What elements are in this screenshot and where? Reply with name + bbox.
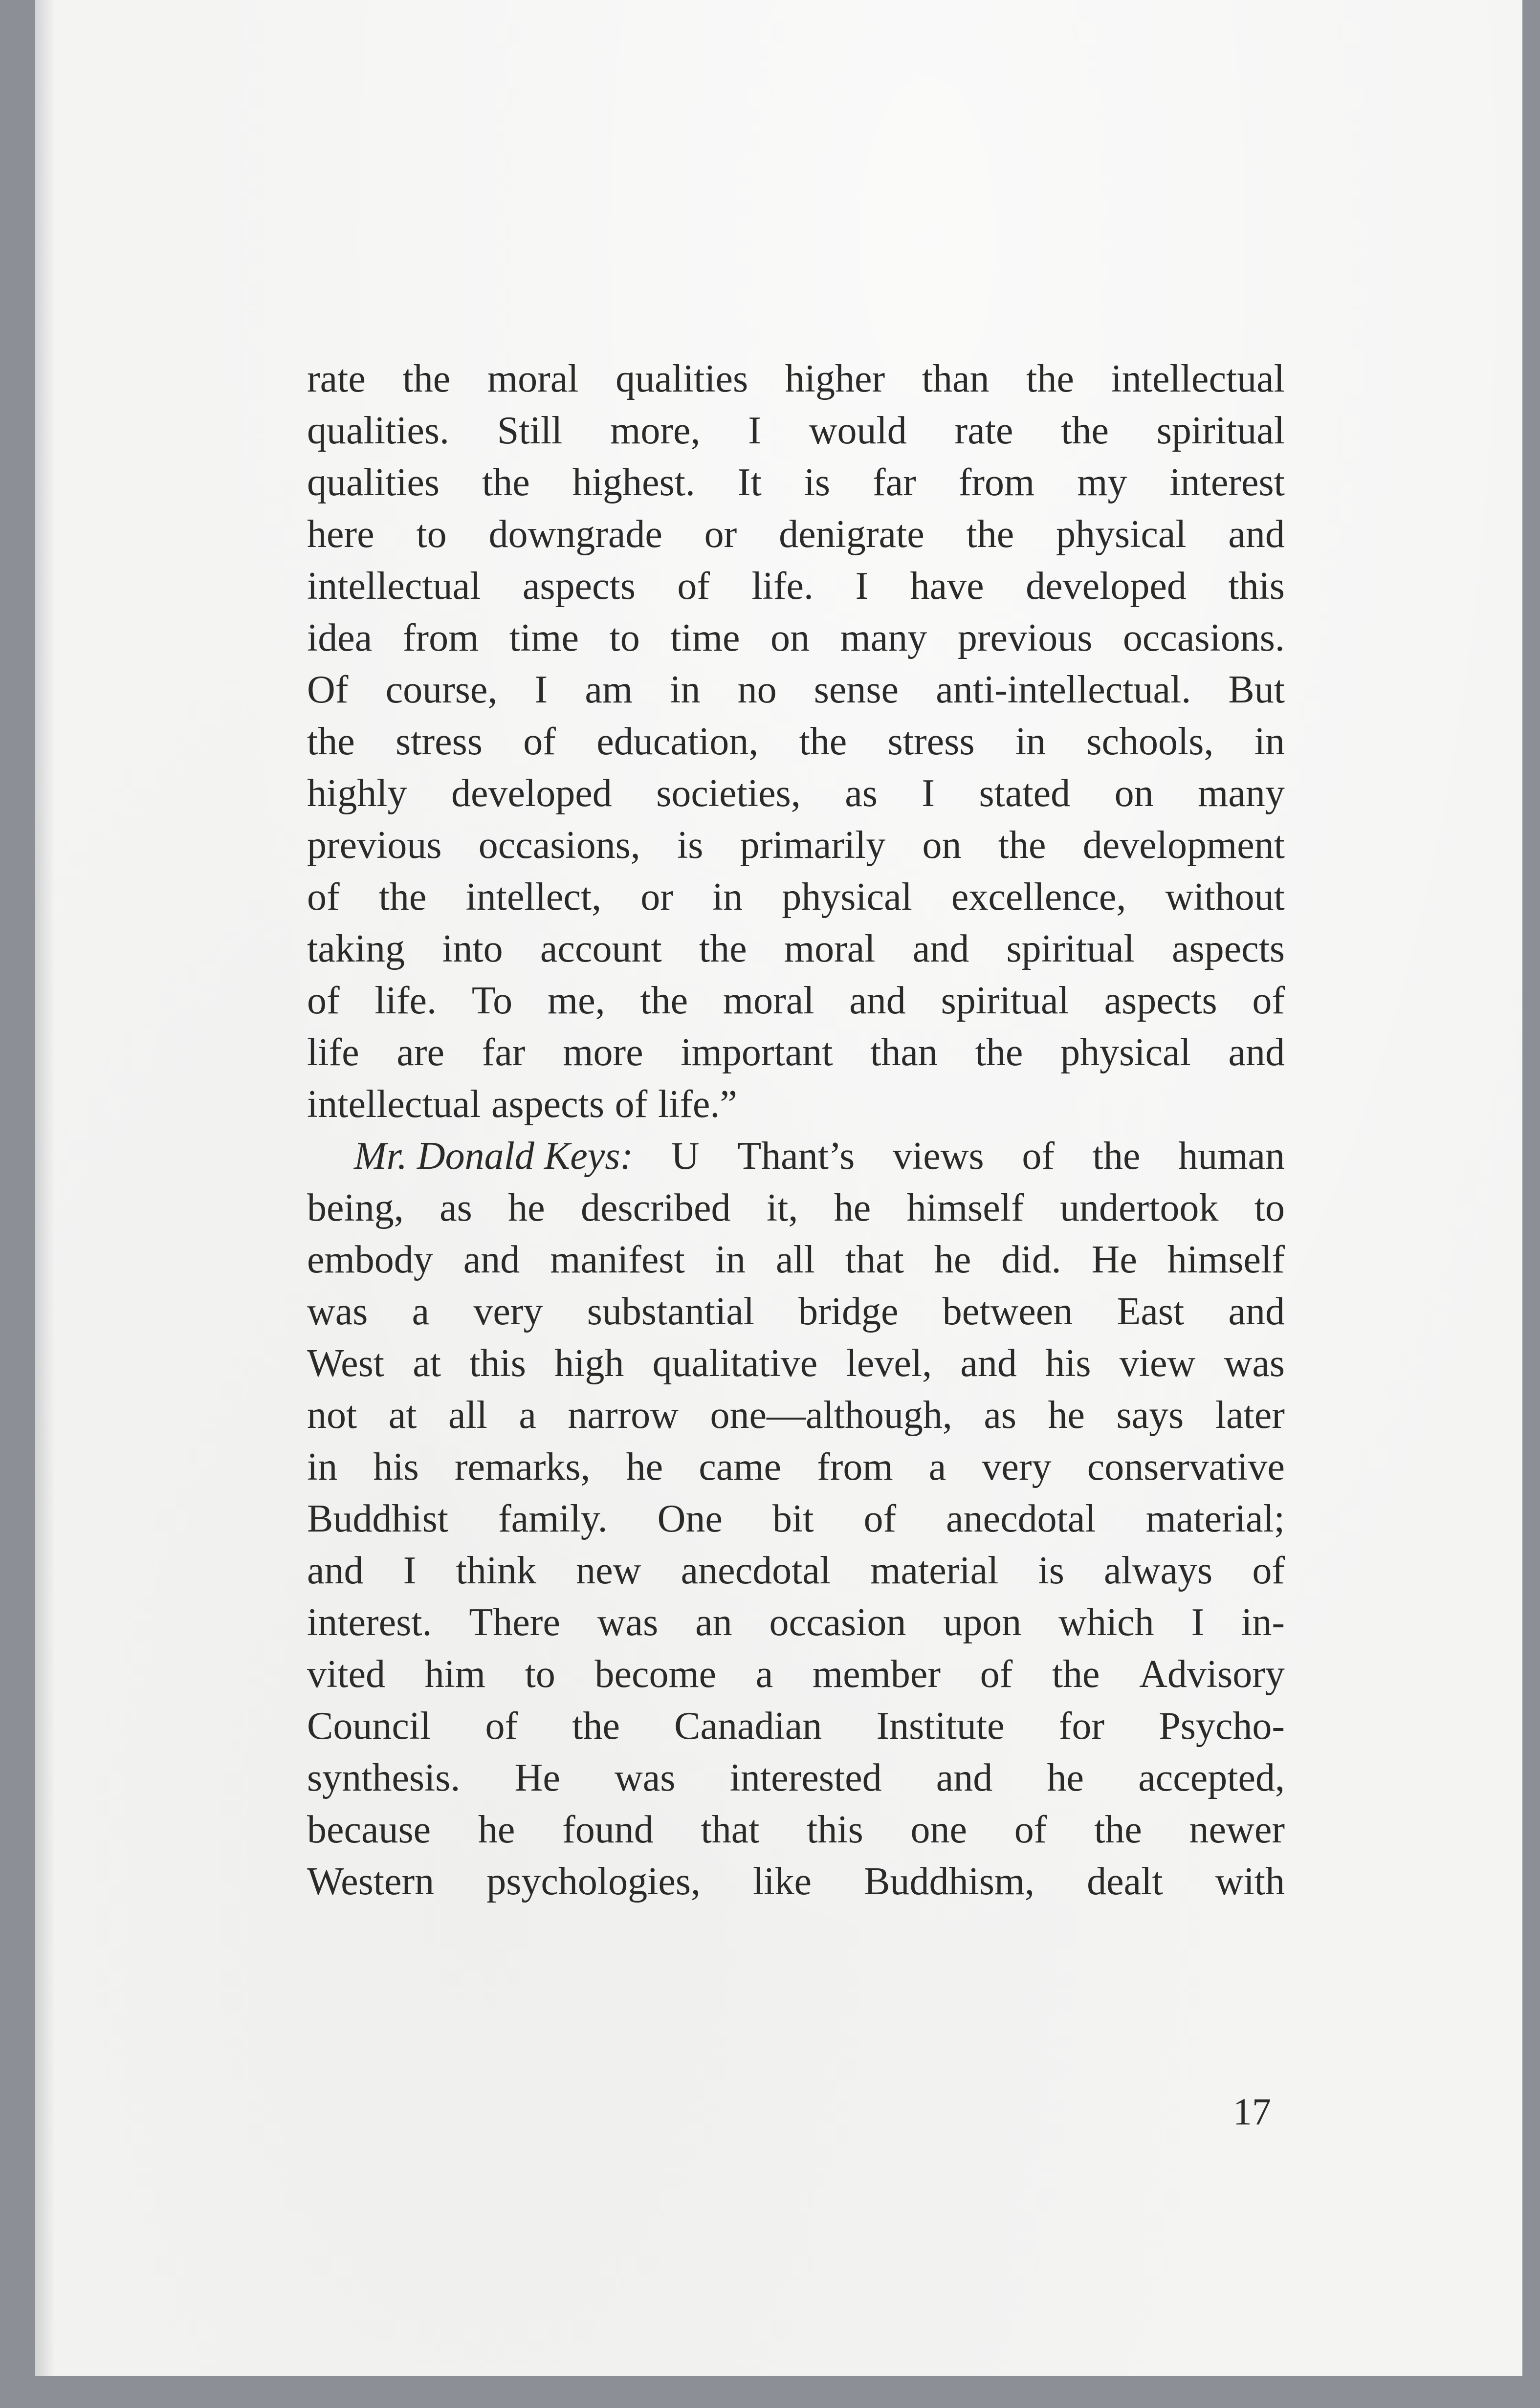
word: this (1228, 565, 1285, 608)
word: than (870, 1031, 938, 1074)
word: higher (785, 357, 885, 400)
word: an (695, 1601, 732, 1644)
word: was (615, 1756, 676, 1799)
word: He (514, 1756, 560, 1799)
word: of (523, 720, 556, 763)
word: intellectual (1111, 357, 1285, 400)
word: he (1048, 1394, 1085, 1437)
word: a (755, 1653, 773, 1696)
word: in (712, 876, 743, 919)
text-line (307, 1648, 1285, 1700)
text-line (307, 1337, 1285, 1389)
word: moral (784, 927, 876, 970)
word: this (807, 1808, 863, 1851)
text-line (307, 871, 1285, 923)
word: and (849, 979, 906, 1022)
word: conservative (1087, 1445, 1285, 1489)
word: family. (498, 1497, 608, 1540)
word: from (817, 1445, 893, 1489)
word: moral (487, 357, 579, 400)
word: member (812, 1653, 941, 1696)
text-line (307, 1027, 1285, 1078)
word: life.” (658, 1083, 737, 1126)
word: than (922, 357, 990, 400)
text-line (307, 1752, 1285, 1804)
word: qualities (616, 357, 748, 400)
word: he (626, 1445, 663, 1489)
word: Buddhist (307, 1497, 448, 1540)
word: intellectual (307, 565, 481, 608)
word: and (1228, 513, 1285, 556)
word: that (845, 1238, 904, 1281)
word: developed (1026, 565, 1187, 608)
word: I (534, 668, 548, 711)
word: Of (307, 668, 349, 711)
word: Institute (876, 1705, 1005, 1748)
word: this (469, 1342, 526, 1385)
text-line (307, 457, 1285, 508)
word: spiritual (941, 979, 1069, 1022)
word: of (485, 1705, 518, 1748)
word: and (307, 1549, 364, 1592)
text-line (307, 353, 1285, 405)
word: West (307, 1342, 384, 1385)
word: material; (1145, 1497, 1285, 1540)
word: here (307, 513, 374, 556)
word: it, (766, 1186, 798, 1229)
word: downgrade (488, 513, 662, 556)
page-number: 17 (1233, 2090, 1271, 2133)
word: the (1092, 1135, 1141, 1178)
word: accepted, (1138, 1756, 1285, 1799)
word: of (980, 1653, 1013, 1696)
word: occasions. (1122, 616, 1285, 659)
word: says (1116, 1394, 1184, 1437)
word: intellect, (465, 876, 602, 919)
word: have (910, 565, 984, 608)
word: material (870, 1549, 999, 1592)
word: not (307, 1394, 357, 1437)
word: intellectual (307, 1083, 481, 1126)
text-line (307, 1700, 1285, 1752)
word: societies, (656, 772, 801, 815)
word: the (378, 876, 427, 919)
word: of (1014, 1808, 1047, 1851)
word: to (525, 1653, 555, 1696)
word: the (799, 720, 847, 763)
word: one—although, (710, 1394, 952, 1437)
word: was (1224, 1342, 1285, 1385)
word: to (416, 513, 447, 556)
word: and (960, 1342, 1017, 1385)
text-line (307, 819, 1285, 871)
word: interest. (307, 1601, 432, 1644)
word: stress (396, 720, 483, 763)
word: manifest (550, 1238, 685, 1281)
word: synthesis. (307, 1756, 461, 1799)
word: far (482, 1031, 526, 1074)
word: bit (772, 1497, 814, 1540)
word: him (424, 1653, 486, 1696)
paragraph-keys (307, 1130, 1285, 1907)
word: rate (954, 409, 1013, 452)
body-text (307, 353, 1285, 1907)
word: qualities. (307, 409, 450, 452)
word: Still (497, 409, 563, 452)
word: and (936, 1756, 993, 1799)
word: highly (307, 772, 407, 815)
word: like (753, 1860, 812, 1903)
word: interested (729, 1756, 882, 1799)
word: he (508, 1186, 545, 1229)
word: upon (943, 1601, 1022, 1644)
word: between (942, 1290, 1073, 1333)
word: It (737, 461, 762, 504)
word: stated (979, 772, 1071, 815)
word: more, (610, 409, 701, 452)
paragraph-quote (307, 353, 1285, 1130)
word: physical (1056, 513, 1187, 556)
word: But (1228, 668, 1285, 711)
word: important (681, 1031, 833, 1074)
word: of (1252, 979, 1285, 1022)
speaker-name: Mr. Donald Keys: (354, 1135, 634, 1178)
word: in (670, 668, 701, 711)
word: he (478, 1808, 515, 1851)
text-line (307, 1182, 1285, 1234)
word: Advisory (1139, 1653, 1285, 1696)
word: himself (906, 1186, 1024, 1229)
text-line (307, 1493, 1285, 1545)
word: education, (596, 720, 759, 763)
word: was (597, 1601, 659, 1644)
word: interest (1169, 461, 1285, 504)
word: the (966, 513, 1014, 556)
word: of (863, 1497, 897, 1540)
word: at (388, 1394, 417, 1437)
word: of (1022, 1135, 1055, 1178)
word: spiritual (1006, 927, 1135, 970)
word: occasions, (478, 824, 640, 867)
word: qualitative (652, 1342, 818, 1385)
word: at (413, 1342, 441, 1385)
word: Council (307, 1705, 431, 1748)
word: time (509, 616, 579, 659)
word: I (922, 772, 935, 815)
word: as (845, 772, 878, 815)
word: from (958, 461, 1035, 504)
word: the (572, 1705, 620, 1748)
word: anecdotal (946, 1497, 1096, 1540)
word: course, (385, 668, 498, 711)
word: to (609, 616, 640, 659)
word: moral (723, 979, 814, 1022)
word: and (463, 1238, 520, 1281)
text-line (307, 560, 1285, 612)
word: the (402, 357, 451, 400)
word: later (1215, 1394, 1285, 1437)
word: substantial (587, 1290, 754, 1333)
word: the (1061, 409, 1109, 452)
word: because (307, 1808, 431, 1851)
word: Western (307, 1860, 435, 1903)
word: life. (374, 979, 437, 1022)
word: his (373, 1445, 419, 1489)
word: many (840, 616, 927, 659)
word: my (1077, 461, 1127, 504)
word: aspects (1104, 979, 1217, 1022)
word: One (657, 1497, 723, 1540)
word: become (594, 1653, 717, 1696)
word: to (1254, 1186, 1285, 1229)
word: physical (782, 876, 912, 919)
word: I (403, 1549, 417, 1592)
word: on (922, 824, 962, 867)
text-line (307, 508, 1285, 560)
word: rate (307, 357, 366, 400)
word: time (670, 616, 740, 659)
word: human (1178, 1135, 1285, 1178)
word: aspects (522, 565, 636, 608)
word: previous (957, 616, 1093, 659)
word: a (519, 1394, 536, 1437)
word: is (804, 461, 830, 504)
word: all (448, 1394, 487, 1437)
word: account (540, 927, 662, 970)
word: Psycho- (1159, 1705, 1285, 1748)
text-line (307, 1389, 1285, 1441)
word: think (456, 1549, 536, 1592)
word: He (1091, 1238, 1137, 1281)
text-line (307, 1078, 1285, 1130)
word: came (699, 1445, 782, 1489)
word: a (928, 1445, 946, 1489)
word: described (581, 1186, 731, 1229)
word: the (998, 824, 1046, 867)
word: high (554, 1342, 624, 1385)
word: the (699, 927, 747, 970)
word: always (1104, 1549, 1213, 1592)
word: views (893, 1135, 984, 1178)
word: did. (1001, 1238, 1061, 1281)
word: no (737, 668, 777, 711)
word: would (809, 409, 907, 452)
word: vited (307, 1653, 385, 1696)
word: in (715, 1238, 746, 1281)
word: his (1045, 1342, 1091, 1385)
word: physical (1060, 1031, 1191, 1074)
text-line (307, 1130, 1285, 1182)
word: in (1015, 720, 1046, 763)
word: U (671, 1135, 700, 1178)
word: as (440, 1186, 472, 1229)
word: more (563, 1031, 643, 1074)
word: anti-intellectual. (936, 668, 1191, 711)
word: idea (307, 616, 373, 659)
word: without (1165, 876, 1285, 919)
word: and (1228, 1031, 1285, 1074)
word: as (984, 1394, 1017, 1437)
word: which (1058, 1601, 1154, 1644)
word: is (677, 824, 704, 867)
word: developed (451, 772, 612, 815)
word: very (982, 1445, 1052, 1489)
word: with (1215, 1860, 1285, 1903)
word: of (677, 565, 710, 608)
text-line (307, 664, 1285, 716)
word: the (640, 979, 688, 1022)
word: spiritual (1156, 409, 1285, 452)
word: himself (1167, 1238, 1285, 1281)
word: primarily (740, 824, 886, 867)
word: or (640, 876, 673, 919)
word: East (1117, 1290, 1185, 1333)
word: schools, (1086, 720, 1214, 763)
text-line (307, 923, 1285, 975)
word: a (412, 1290, 430, 1333)
word: and (1228, 1290, 1285, 1333)
word: embody (307, 1238, 433, 1281)
word: all (775, 1238, 815, 1281)
text-line (307, 767, 1285, 819)
word: the (975, 1031, 1023, 1074)
word: undertook (1059, 1186, 1219, 1229)
word: me, (547, 979, 605, 1022)
word: new (576, 1549, 641, 1592)
word: in- (1241, 1601, 1285, 1644)
word: of (307, 876, 340, 919)
word: occasion (769, 1601, 906, 1644)
text-line (307, 716, 1285, 767)
text-line (307, 1441, 1285, 1493)
word: from (402, 616, 479, 659)
word: psychologies, (486, 1860, 701, 1903)
word: the (1094, 1808, 1142, 1851)
word: one (910, 1808, 967, 1851)
word: and (912, 927, 969, 970)
word: dealt (1087, 1860, 1163, 1903)
word: for (1058, 1705, 1105, 1748)
word: I (1191, 1601, 1205, 1644)
word: denigrate (779, 513, 924, 556)
word: previous (307, 824, 442, 867)
word: excellence, (951, 876, 1126, 919)
word: taking (307, 927, 405, 970)
word: aspects (1171, 927, 1285, 970)
word: view (1119, 1342, 1196, 1385)
word: the (1026, 357, 1074, 400)
word: To (471, 979, 513, 1022)
word: being, (307, 1186, 404, 1229)
word: highest. (572, 461, 695, 504)
word: of (615, 1083, 648, 1126)
word: I (748, 409, 761, 452)
word: of (1252, 1549, 1285, 1592)
word: the (307, 720, 355, 763)
text-line (307, 1856, 1285, 1907)
word: he (1047, 1756, 1084, 1799)
word: are (396, 1031, 444, 1074)
word: Canadian (674, 1705, 822, 1748)
text-line (307, 1286, 1285, 1337)
word: newer (1189, 1808, 1285, 1851)
word: qualities (307, 461, 440, 504)
word: into (442, 927, 503, 970)
word: far (872, 461, 916, 504)
word: am (585, 668, 633, 711)
word: of (307, 979, 340, 1022)
word: that (701, 1808, 760, 1851)
word: sense (814, 668, 899, 711)
word: found (562, 1808, 654, 1851)
word: stress (887, 720, 975, 763)
word: the (482, 461, 530, 504)
text-line (307, 405, 1285, 457)
word: was (307, 1290, 368, 1333)
text-line (307, 1597, 1285, 1648)
text-line (307, 1545, 1285, 1597)
word: the (1052, 1653, 1100, 1696)
word: I (855, 565, 869, 608)
word: on (770, 616, 810, 659)
word: Buddhism, (864, 1860, 1035, 1903)
word: life. (751, 565, 814, 608)
word: anecdotal (681, 1549, 831, 1592)
word: narrow (568, 1394, 679, 1437)
page-edge-shadow (35, 0, 55, 2376)
word: he (934, 1238, 971, 1281)
word: Thant’s (737, 1135, 855, 1178)
word: is (1038, 1549, 1064, 1592)
word: level, (846, 1342, 932, 1385)
text-line (307, 1234, 1285, 1286)
word: bridge (798, 1290, 899, 1333)
text-line (307, 612, 1285, 664)
text-line (307, 1804, 1285, 1856)
word: remarks, (454, 1445, 591, 1489)
word: in (307, 1445, 338, 1489)
word: he (834, 1186, 871, 1229)
word: development (1082, 824, 1285, 867)
word: on (1114, 772, 1154, 815)
text-line (307, 975, 1285, 1027)
word: many (1198, 772, 1285, 815)
word: or (704, 513, 737, 556)
word: very (473, 1290, 543, 1333)
word: There (469, 1601, 560, 1644)
word: aspects (491, 1083, 604, 1126)
word: life (307, 1031, 359, 1074)
word: in (1254, 720, 1285, 763)
